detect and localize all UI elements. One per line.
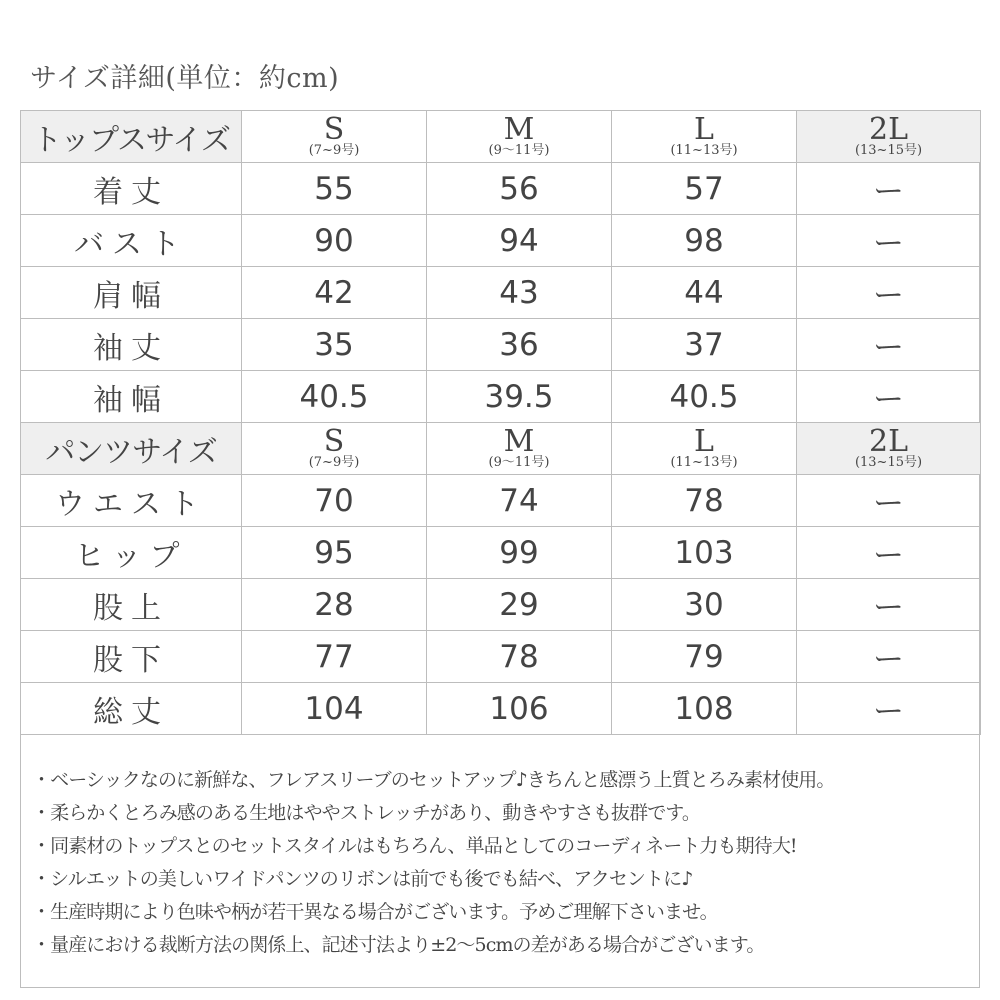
row-label: 肩幅	[21, 267, 242, 319]
page-title: サイズ詳細(単位：約cm)	[30, 63, 340, 94]
row-label: ウエスト	[21, 475, 242, 527]
table-cell: ー	[797, 475, 981, 527]
row-label: 袖幅	[21, 371, 242, 423]
pants-section-label: パンツサイズ	[21, 423, 242, 475]
table-cell: 29	[427, 579, 612, 631]
size-header-l: L (11~13号)	[612, 111, 797, 163]
row-label: 着丈	[21, 163, 242, 215]
table-row	[21, 215, 981, 267]
table-cell: 90	[242, 215, 427, 267]
size-header-l: L (11~13号)	[612, 423, 797, 475]
row-label: バスト	[21, 215, 242, 267]
table-row	[21, 371, 981, 423]
size-header-s: S (7~9号)	[242, 111, 427, 163]
table-cell: 104	[242, 683, 427, 735]
table-row	[21, 267, 981, 319]
table-cell: 37	[612, 319, 797, 371]
table-cell: 40.5	[242, 371, 427, 423]
tops-header-row	[21, 111, 981, 163]
table-cell: 36	[427, 319, 612, 371]
table-row	[21, 631, 981, 683]
table-cell: 44	[612, 267, 797, 319]
table-row	[21, 475, 981, 527]
table-cell: 43	[427, 267, 612, 319]
row-label: 総丈	[21, 683, 242, 735]
table-cell: 99	[427, 527, 612, 579]
table-cell: 78	[427, 631, 612, 683]
table-cell: 108	[612, 683, 797, 735]
table-cell: 70	[242, 475, 427, 527]
note-line: ・シルエットの美しいワイドパンツのリボンは前でも後でも結べ、アクセントに♪	[32, 868, 693, 890]
table-cell: 55	[242, 163, 427, 215]
table-cell: 40.5	[612, 371, 797, 423]
table-row	[21, 527, 981, 579]
table-cell: 106	[427, 683, 612, 735]
table-cell: ー	[797, 319, 981, 371]
table-cell: 98	[612, 215, 797, 267]
note-line: ・生産時期により色味や柄が若干異なる場合がございます。予めご理解下さいませ。	[32, 901, 718, 923]
table-row	[21, 579, 981, 631]
table-cell: 28	[242, 579, 427, 631]
table-cell: 79	[612, 631, 797, 683]
size-header-m: M (9～11号)	[427, 111, 612, 163]
product-notes	[32, 764, 972, 962]
table-cell: 74	[427, 475, 612, 527]
table-cell: 78	[612, 475, 797, 527]
table-cell: 95	[242, 527, 427, 579]
note-line: ・量産における裁断方法の関係上、記述寸法より±2～5cmの差がある場合がございます。	[32, 934, 765, 956]
tops-section-label: トップスサイズ	[21, 111, 242, 163]
row-label: 股下	[21, 631, 242, 683]
table-cell: 103	[612, 527, 797, 579]
note-line: ・同素材のトップスとのセットスタイルはもちろん、単品としてのコーディネート力も期待大!	[32, 835, 797, 857]
note-line: ・柔らかくとろみ感のある生地はややストレッチがあり、動きやすさも抜群です。	[32, 802, 700, 824]
row-label: 股上	[21, 579, 242, 631]
size-header-2l: 2L (13~15号)	[797, 423, 981, 475]
table-row	[21, 319, 981, 371]
table-cell: ー	[797, 683, 981, 735]
table-cell: 35	[242, 319, 427, 371]
table-cell: ー	[797, 631, 981, 683]
note-line: ・ベーシックなのに新鮮な、フレアスリーブのセットアップ♪きちんと感漂う上質とろみ素材使用。	[32, 769, 835, 791]
row-label: 袖丈	[21, 319, 242, 371]
table-cell: ー	[797, 579, 981, 631]
table-cell: ー	[797, 371, 981, 423]
table-row	[21, 683, 981, 735]
table-cell: 30	[612, 579, 797, 631]
table-cell: 94	[427, 215, 612, 267]
table-cell: ー	[797, 267, 981, 319]
table-cell: 39.5	[427, 371, 612, 423]
table-cell: ー	[797, 215, 981, 267]
table-cell: 42	[242, 267, 427, 319]
table-cell: ー	[797, 163, 981, 215]
size-header-2l: 2L (13~15号)	[797, 111, 981, 163]
size-header-s: S (7~9号)	[242, 423, 427, 475]
table-cell: ー	[797, 527, 981, 579]
pants-header-row	[21, 423, 981, 475]
table-cell: 77	[242, 631, 427, 683]
size-header-m: M (9～11号)	[427, 423, 612, 475]
table-row	[21, 163, 981, 215]
row-label: ヒップ	[21, 527, 242, 579]
table-cell: 57	[612, 163, 797, 215]
size-table	[20, 110, 981, 735]
table-cell: 56	[427, 163, 612, 215]
